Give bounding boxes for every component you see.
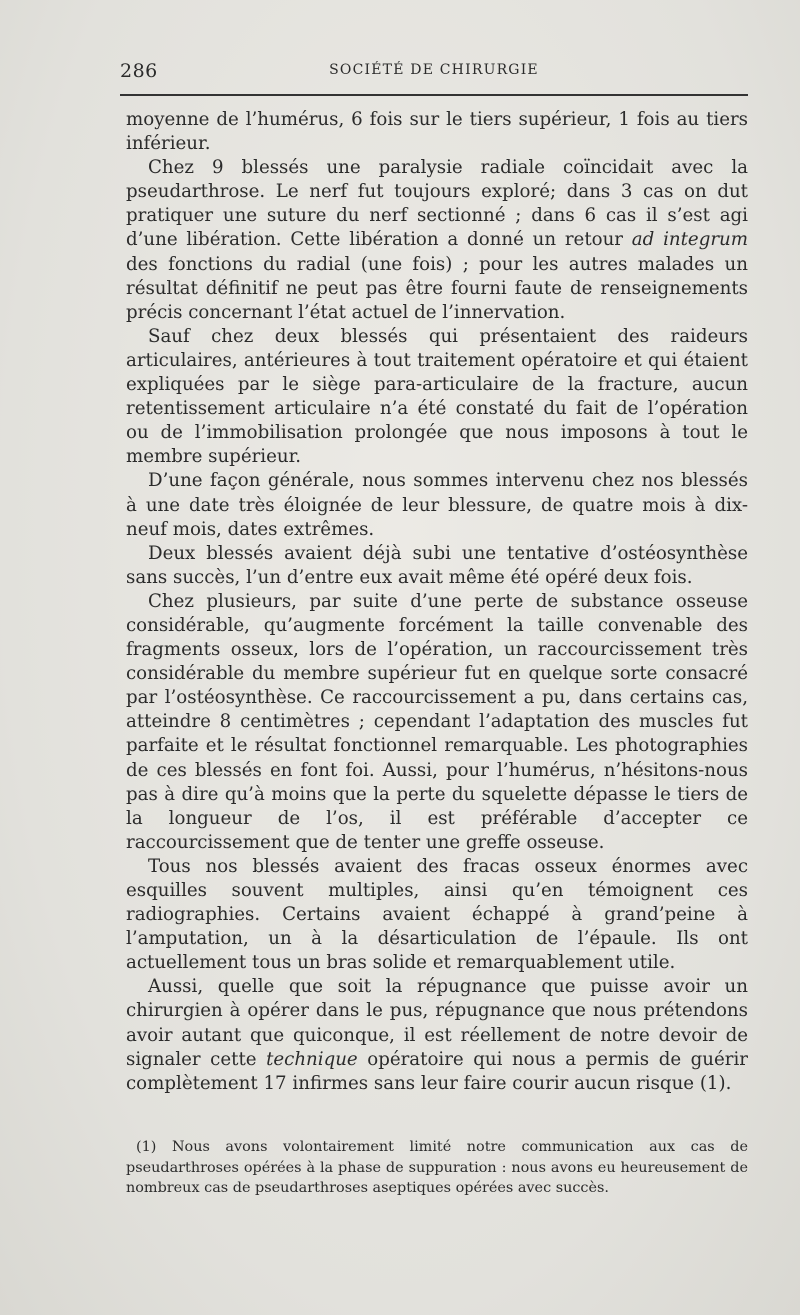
paragraph — [126, 108, 748, 156]
text-run: Tous nos blessés avaient des fracas osseux énormes avec esquilles souvent multiples, ainsi qu’en témoignent ces radiographies. Certains avaient échappé à grand’peine à l’amputation, un à la désarticulation de l’épaule. Ils ont actuellement tous un bras solide et remarquablement utile. — [126, 855, 748, 974]
footnote-text: (1) Nous avons volontairement limité notre communication aux cas de pseudarthroses opérées à la phase de suppuration : nous avons eu heureusement de nombreux cas de pseudarthroses aseptiques opérées avec succès. — [126, 1139, 748, 1196]
paragraph — [126, 590, 748, 855]
text-run: des fonctions du radial (une fois) ; pour les autres malades un résultat définitif ne peut pas être fourni faute de renseignements précis concernant l’état actuel de l’innervation. — [126, 253, 748, 323]
text-run: Aussi, quelle que soit la répugnance que puisse avoir un chirurgien à opérer dans le pus, répugnance que nous prétendons avoir autant que quiconque, il est réellement de notre devoir de signaler cette — [126, 976, 748, 1070]
paragraph — [126, 156, 748, 325]
text-run: Sauf chez deux blessés qui présentaient des raideurs articulaires, antérieures à tout traitement opératoire et qui étaient expliquées par le siège para-articulaire de la fracture, aucun retentissement articulaire n’a été constaté du fait de l’opération ou de l’immobilisation prolongée que nous imposons à tout le membre supérieur. — [126, 325, 748, 468]
body-text — [126, 108, 748, 1096]
running-title: SOCIÉTÉ DE CHIRURGIE — [329, 62, 539, 78]
text-run: D’une façon générale, nous sommes intervenu chez nos blessés à une date très éloignée de leur blessure, de quatre mois à dix-neuf mois, dates extrêmes. — [126, 470, 748, 540]
text-run: Chez plusieurs, par suite d’une perte de substance osseuse considérable, qu’augmente forcément la taille convenable des fragments osseux, lors de l’opération, un raccourcissement très considérable du membre supérieur fut en quelque sorte consacré par l’ostéosynthèse. Ce raccourcissement a pu, dans certains cas, atteindre 8 centimètres ; cependant l’adaptation des muscles fut parfaite et le résultat fonctionnel remarquable. Les photographies de ces blessés en font foi. Aussi, pour l’humérus, n’hésitons-nous pas à dire qu’à moins que la perte du squelette dépasse le tiers de la longueur de l’os, il est préférable d’accepter ce raccourcissement que de tenter une greffe osseuse. — [126, 590, 748, 853]
page-number: 286 — [120, 60, 158, 82]
text-run: Chez 9 blessés une paralysie radiale coïncidait avec la pseudarthrose. Le nerf fut toujours exploré; dans 3 cas on dut pratiquer une suture du nerf sectionné ; dans 6 cas il s’est agi d’une libération. Cette libération a donné un retour — [126, 157, 748, 251]
footnote — [126, 1137, 748, 1199]
paragraph — [126, 325, 748, 470]
paragraph — [126, 469, 748, 541]
italic-phrase: ad integrum — [631, 229, 748, 251]
page-header — [120, 60, 748, 84]
text-run: opératoire qui nous a permis de guérir complètement 17 infirmes sans leur faire courir aucun risque (1). — [126, 1048, 748, 1094]
paragraph — [126, 975, 748, 1095]
text-run: moyenne de l’humérus, 6 fois sur le tiers supérieur, 1 fois au tiers inférieur. — [126, 109, 748, 155]
text-run: Deux blessés avaient déjà subi une tentative d’ostéosynthèse sans succès, l’un d’entre eux avait même été opéré deux fois. — [126, 542, 748, 588]
paragraph — [126, 855, 748, 975]
paragraph — [126, 542, 748, 590]
italic-phrase: technique — [266, 1048, 358, 1070]
header-rule — [120, 94, 748, 96]
